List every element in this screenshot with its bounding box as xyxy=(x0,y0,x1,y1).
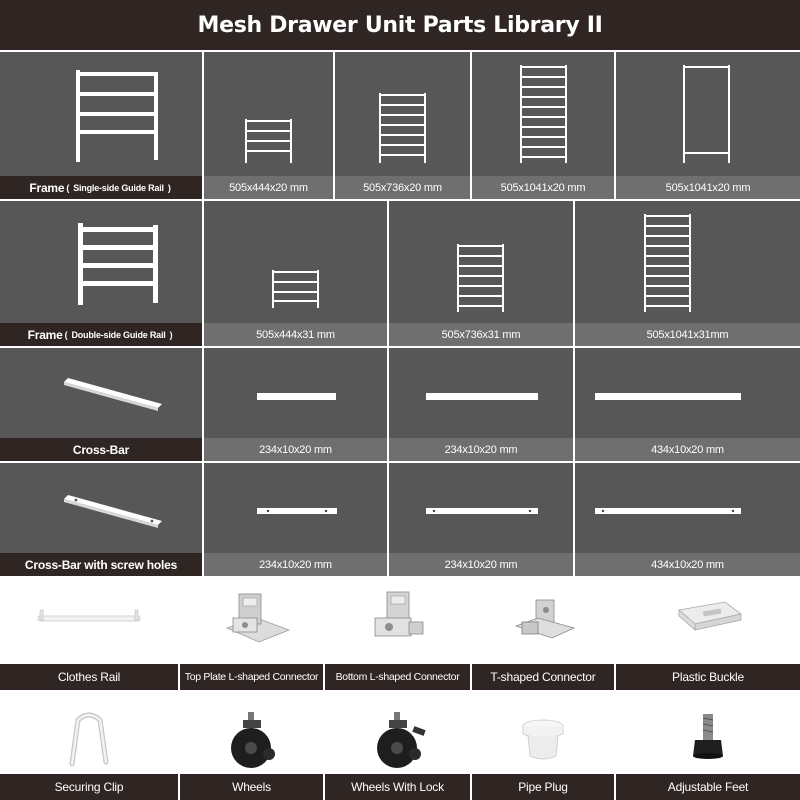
accessory-label: Top Plate L-shaped Connector xyxy=(180,664,323,690)
wheel-icon xyxy=(197,704,307,774)
size-label: 434x10x20 mm xyxy=(575,553,800,576)
paren-close: ) xyxy=(169,329,173,340)
plastic-buckle-icon xyxy=(653,584,763,654)
frame-double-size-cell xyxy=(389,201,573,346)
crossbar-234-icon xyxy=(257,393,336,400)
accessory-plastic-buckle xyxy=(616,578,800,690)
top-plate-connector-icon xyxy=(197,584,307,654)
crossbar-size-cell xyxy=(575,348,800,461)
securing-clip-icon xyxy=(34,704,144,774)
accessory-securing-clip xyxy=(0,692,178,800)
accessory-pipe-plug xyxy=(472,692,614,800)
bottom-connector-icon xyxy=(343,584,453,654)
accessory-bottom-connector xyxy=(325,578,470,690)
paren-open: ( xyxy=(64,329,68,340)
paren-close: ) xyxy=(167,182,171,193)
page-title: Mesh Drawer Unit Parts Library II xyxy=(0,0,800,50)
size-label: 234x10x20 mm xyxy=(389,438,573,461)
accessory-label: Plastic Buckle xyxy=(616,664,800,690)
crossbar-holes-size-cell xyxy=(575,463,800,576)
frame-736-icon xyxy=(378,92,428,164)
accessory-adjustable-feet xyxy=(616,692,800,800)
size-label: 234x10x20 mm xyxy=(204,438,387,461)
crossbar-234-icon xyxy=(426,393,538,400)
paren-open: ( xyxy=(66,182,70,193)
crossbar-size-cell xyxy=(389,348,573,461)
accessory-label: Bottom L-shaped Connector xyxy=(325,664,470,690)
frame-single-label-cell xyxy=(0,52,202,199)
frame-single-title: Frame xyxy=(29,180,65,195)
size-label: 234x10x20 mm xyxy=(204,553,387,576)
crossbar-holes-caption: Cross-Bar with screw holes xyxy=(0,553,202,576)
crossbar-caption: Cross-Bar xyxy=(0,438,202,461)
size-label: 505x1041x20 mm xyxy=(472,176,614,199)
accessory-label: Clothes Rail xyxy=(0,664,178,690)
frame-double-caption xyxy=(0,323,202,346)
t-connector-icon xyxy=(488,584,598,654)
crossbar-434-icon xyxy=(595,393,741,400)
crossbar-holes-label-cell xyxy=(0,463,202,576)
frame-single-size-cell xyxy=(335,52,470,199)
frame-double-label-cell xyxy=(0,201,202,346)
accessory-wheels-with-lock xyxy=(325,692,470,800)
frame-double-subtitle: Double-side Guide Rail xyxy=(71,329,166,340)
crossbar-size-cell xyxy=(204,348,387,461)
pipe-plug-icon xyxy=(488,704,598,774)
accessory-clothes-rail xyxy=(0,578,178,690)
frame-single-size-cell xyxy=(616,52,800,199)
frame-double-size-cell xyxy=(204,201,387,346)
crossbar-holes-434-icon xyxy=(595,507,741,515)
frame-736-double-icon xyxy=(456,243,506,313)
frame-single-side-icon xyxy=(72,66,164,166)
accessory-label: Pipe Plug xyxy=(472,774,614,800)
frame-double-side-icon xyxy=(74,219,162,309)
crossbar-holes-234-icon xyxy=(257,507,337,515)
accessory-label: Wheels xyxy=(180,774,323,800)
frame-single-size-cell xyxy=(472,52,614,199)
size-label: 234x10x20 mm xyxy=(389,553,573,576)
accessory-label: Wheels With Lock xyxy=(325,774,470,800)
frame-1041-icon xyxy=(519,64,569,164)
accessory-top-plate-connector xyxy=(180,578,323,690)
crossbar-screw-holes-icon xyxy=(62,493,166,529)
crossbar-holes-size-cell xyxy=(389,463,573,576)
frame-444-double-icon xyxy=(271,269,321,309)
accessory-t-connector xyxy=(472,578,614,690)
frame-double-size-cell xyxy=(575,201,800,346)
crossbar-label-cell xyxy=(0,348,202,461)
frame-444-icon xyxy=(244,118,294,164)
frame-1041-double-icon xyxy=(643,213,693,313)
accessory-label: Securing Clip xyxy=(0,774,178,800)
size-label: 505x1041x20 mm xyxy=(616,176,800,199)
size-label: 505x444x20 mm xyxy=(204,176,333,199)
frame-single-caption xyxy=(0,176,202,199)
accessory-label: T-shaped Connector xyxy=(472,664,614,690)
frame-double-title: Frame xyxy=(27,327,63,342)
adjustable-feet-icon xyxy=(653,704,763,774)
frame-single-subtitle: Single-side Guide Rail xyxy=(73,182,164,193)
frame-single-size-cell xyxy=(204,52,333,199)
accessory-wheels xyxy=(180,692,323,800)
size-label: 505x736x31 mm xyxy=(389,323,573,346)
size-label: 505x1041x31mm xyxy=(575,323,800,346)
crossbar-holes-size-cell xyxy=(204,463,387,576)
frame-1041-open-icon xyxy=(682,64,732,164)
clothes-rail-icon xyxy=(34,584,144,654)
size-label: 434x10x20 mm xyxy=(575,438,800,461)
crossbar-icon xyxy=(62,376,166,412)
size-label: 505x444x31 mm xyxy=(204,323,387,346)
crossbar-holes-234-icon xyxy=(426,507,538,515)
accessory-label: Adjustable Feet xyxy=(616,774,800,800)
wheel-lock-icon xyxy=(343,704,453,774)
size-label: 505x736x20 mm xyxy=(335,176,470,199)
